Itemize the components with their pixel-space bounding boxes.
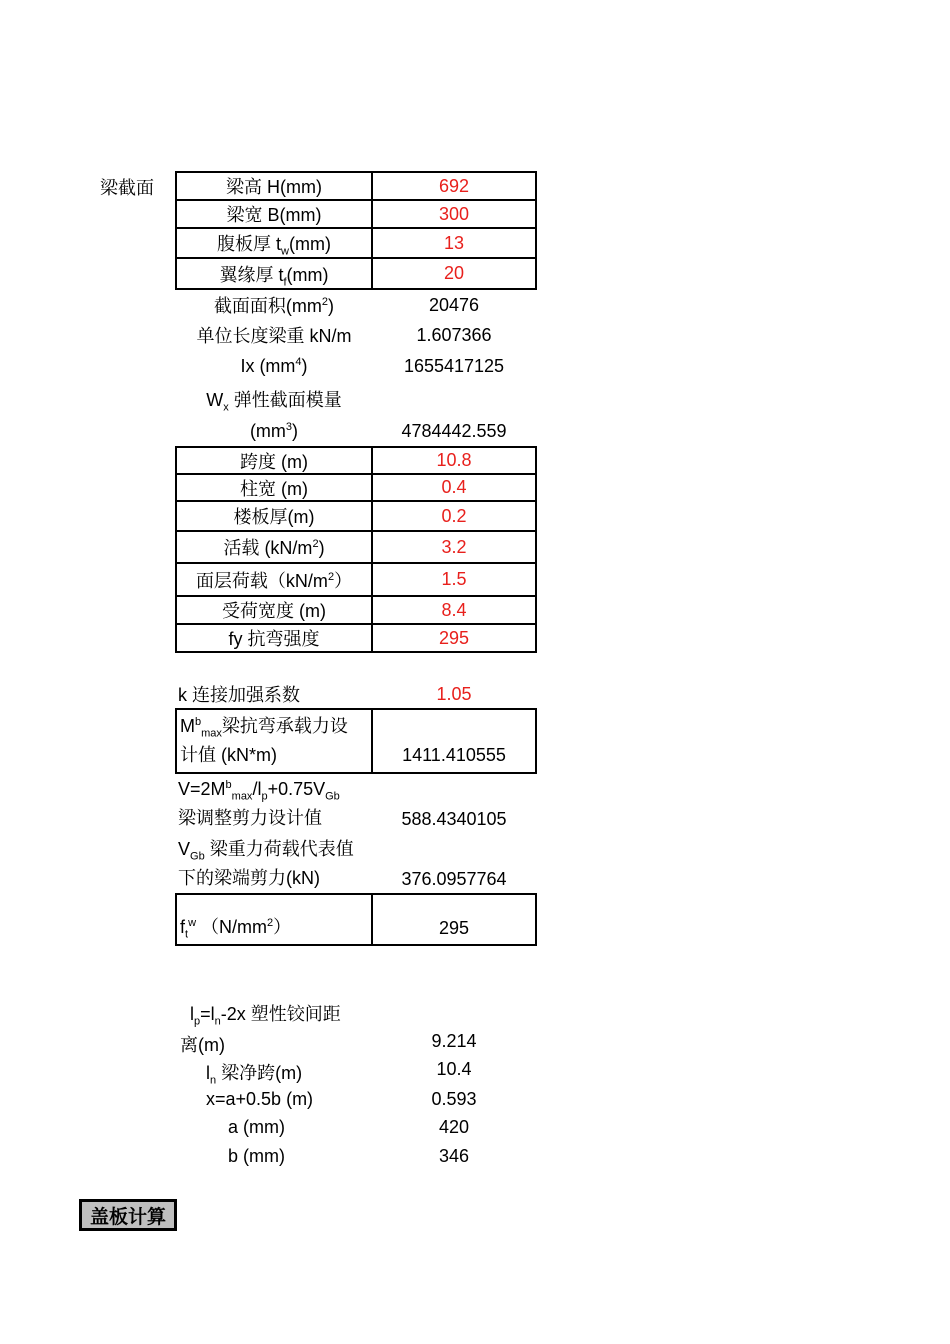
wx-unit-label: $(mm^3)$ xyxy=(249,420,299,441)
web-thickness-input[interactable]: 13 xyxy=(371,227,537,259)
ix-label: Ix $(mm^4)$ xyxy=(240,356,308,376)
k-factor-input[interactable]: 1.05 xyxy=(436,683,472,704)
section-label: 梁截面 xyxy=(100,178,154,198)
live-load-input[interactable]: 3.2 xyxy=(371,530,537,564)
weld-strength-label: $f_t^w$ $(N/mm^2)$ xyxy=(175,893,373,946)
gravity-shear-value: 376.0957764 xyxy=(401,868,507,889)
b-value: 346 xyxy=(438,1145,470,1166)
span-label: 跨度 (m) xyxy=(175,446,373,475)
weight-value: 1.607366 xyxy=(416,324,492,345)
k-factor-label: k 连接加强系数 xyxy=(178,685,301,705)
x-label: x=a+0.5b (m) xyxy=(206,1089,314,1109)
weight-label: 单位长度梁重 kN/m xyxy=(196,326,352,346)
flange-thickness-label: 翼缘厚 $t_f(mm)$ xyxy=(175,257,373,290)
area-value: 20476 xyxy=(428,294,480,315)
beam-height-label: 梁高 H(mm) xyxy=(175,171,373,201)
beam-width-input[interactable]: 300 xyxy=(371,199,537,229)
surface-load-input[interactable]: 1.5 xyxy=(371,562,537,597)
gravity-shear-label: $V_{Gb}$ 梁重力荷载代表值 下的梁端剪力(kN) xyxy=(178,839,354,888)
plastic-hinge-label: $l_p=l_n-2x$ 塑性铰间距 xyxy=(190,1004,341,1028)
beam-width-label: 梁宽 B(mm) xyxy=(175,199,373,229)
area-label: 截面面积$(mm^2)$ xyxy=(213,296,335,316)
fy-input[interactable]: 295 xyxy=(371,623,537,653)
adjusted-shear-label: $V=2M^b_{max}/l_p+0.75V_{Gb}$ 梁调整剪力设计值 xyxy=(178,779,340,828)
cover-plate-button[interactable]: 盖板计算 xyxy=(79,1199,177,1231)
load-width-label: 受荷宽度 (m) xyxy=(175,595,373,625)
b-label: b (mm) xyxy=(228,1146,285,1166)
wx-value: 4784442.559 xyxy=(401,420,507,441)
clear-span-label: $l_n$ 梁净跨(m) xyxy=(206,1063,303,1087)
wx-label: $W_x$ 弹性截面模量 xyxy=(206,390,342,414)
beam-height-input[interactable]: 692 xyxy=(371,171,537,201)
plastic-hinge-label-line2: 离(m) xyxy=(180,1035,225,1055)
moment-capacity-label: $M^b_{max}$梁抗弯承载力设 计值 (kN*m) xyxy=(175,708,373,774)
column-width-label: 柱宽 (m) xyxy=(175,473,373,502)
a-label: a (mm) xyxy=(228,1117,285,1137)
load-width-input[interactable]: 8.4 xyxy=(371,595,537,625)
ix-value: 1655417125 xyxy=(403,356,505,376)
web-thickness-label: 腹板厚 $t_w(mm)$ xyxy=(175,227,373,259)
x-value: 0.593 xyxy=(431,1088,477,1109)
surface-load-label: 面层荷载$(kN/m^2)$ xyxy=(175,562,373,597)
clear-span-value: 10.4 xyxy=(436,1058,472,1079)
moment-capacity-value: 1411.410555 xyxy=(371,708,537,774)
span-input[interactable]: 10.8 xyxy=(371,446,537,475)
flange-thickness-input[interactable]: 20 xyxy=(371,257,537,290)
a-value: 420 xyxy=(438,1116,470,1137)
slab-thickness-label: 楼板厚(m) xyxy=(175,500,373,532)
column-width-input[interactable]: 0.4 xyxy=(371,473,537,502)
live-load-label: 活载 $(kN/m^2)$ xyxy=(175,530,373,564)
fy-label: fy 抗弯强度 xyxy=(175,623,373,653)
adjusted-shear-value: 588.4340105 xyxy=(401,808,507,829)
slab-thickness-input[interactable]: 0.2 xyxy=(371,500,537,532)
weld-strength-value: 295 xyxy=(371,893,537,946)
plastic-hinge-value: 9.214 xyxy=(431,1030,477,1051)
